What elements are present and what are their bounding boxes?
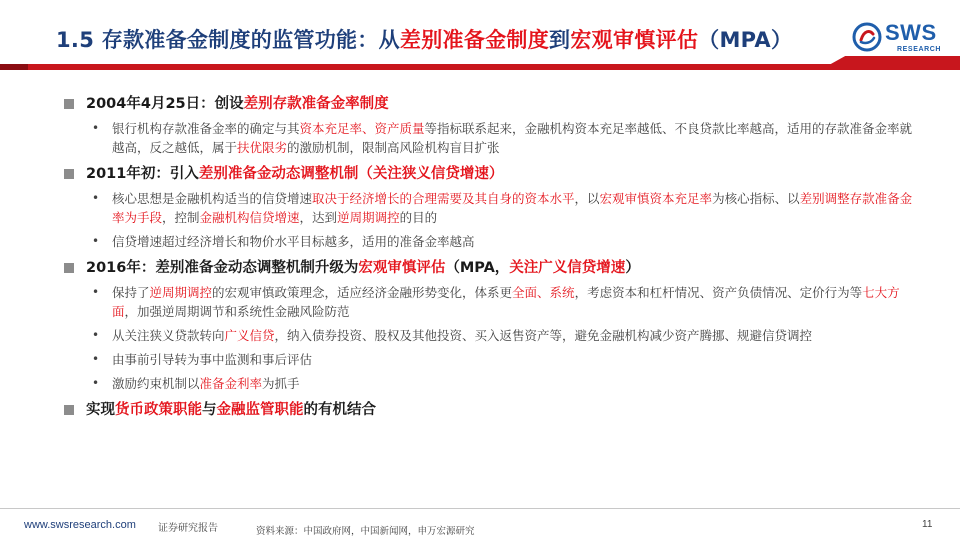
text-run: ，控制 [162,210,200,225]
section-heading-text [86,164,503,184]
text-run: 实现 [86,402,115,418]
highlight-text: 取决于经济增长的合理需要及其自身的资本水平 [312,191,575,206]
text-run: 2016年：差别准备金动态调整机制升级为 [86,260,359,276]
text-run: 与 [202,402,217,418]
highlight-text: 差别调整存款准备金率为手段 [112,191,913,225]
highlight-text: 金融监管职能 [216,402,304,418]
header-red-band-tip [0,64,28,70]
bullet-item [62,350,922,369]
dot-bullet-icon: • [92,234,100,248]
logo-brand-text: SWS [885,20,937,45]
square-bullet-icon [64,263,74,273]
footer-divider [0,508,960,509]
dot-bullet-icon: • [92,376,100,390]
text-run: ，以 [574,191,600,206]
dot-bullet-icon: • [92,285,100,299]
highlight-text: 全面、系统 [512,285,575,300]
text-run: ，达到 [299,210,338,225]
text-run: ，纳入债券投资、股权及其他投资、买入返售资产等，避免金融机构减少资产腾挪、规避信贷调控 [274,328,813,343]
square-bullet-icon [64,405,74,415]
text-run: ） [625,260,640,276]
bullet-item [62,189,922,227]
highlight-text: 货币政策职能 [115,402,202,418]
section-heading [62,164,922,184]
bullet-item-text [112,119,922,157]
text-run: 的有机结合 [303,402,376,418]
section-heading [62,400,922,420]
title-bar [0,0,960,72]
text-run: 等指标联系起来，金融机构资本充足率越低、不良贷款比率越高，适用的存款准备金率就越高，反之越低，属于 [112,121,913,155]
text-run: （MPA， [445,260,510,276]
bullet-item [62,232,922,251]
dot-bullet-icon: • [92,328,100,342]
square-bullet-icon [64,169,74,179]
text-run: 激励约束机制以 [112,376,200,391]
highlight-text: 差别存款准备金率制度 [243,96,389,112]
highlight-text: 逆周期调控 [149,285,213,300]
text-run: 从关注狭义贷款转向 [112,328,225,343]
highlight-text: 准备金利率 [199,376,263,391]
section-heading-text [86,400,376,420]
section-heading-text [86,94,389,114]
dot-bullet-icon: • [92,121,100,135]
bullet-item-text [112,374,922,393]
title-highlight: 宏观审慎评估 [570,28,699,52]
text-run: ，考虑资本和杠杆情况、资产负债情况、定价行为等 [574,285,863,300]
title-text-run: 到 [549,28,571,52]
bullet-item [62,374,922,393]
text-run: 为核心指标、以 [712,191,800,206]
dot-bullet-icon: • [92,352,100,366]
highlight-text: 广义信贷 [224,328,275,343]
title-text-run: （MPA） [698,28,793,52]
highlight-text: 扶优限劣 [237,140,288,155]
title-highlight: 差别准备金制度 [399,28,550,52]
section-heading [62,94,922,114]
title-text-run: 1.5 存款准备金制度的监管功能：从 [56,28,400,52]
highlight-text: 资本充足率、资产质量 [299,121,425,136]
page-number: 11 [922,519,933,530]
text-run: 银行机构存款准备金率的确定与其 [112,121,300,136]
text-run: 2004年4月25日：创设 [86,96,244,112]
slide-body [62,94,922,420]
footer-report-label: 证券研究报告 [158,523,218,534]
bullet-item-text [112,326,922,345]
text-run: ，加强逆周期调节和系统性金融风险防范 [124,304,350,319]
text-run: 为抓手 [262,376,300,391]
highlight-text: 关注广义信贷增速 [509,260,626,276]
highlight-text: 宏观审慎资本充足率 [599,191,713,206]
bullet-item [62,119,922,157]
highlight-text: 金融机构信贷增速 [199,210,300,225]
bullet-item-text [112,232,922,251]
highlight-text: 七大方面 [112,285,900,319]
sws-logo [852,20,952,56]
footer-website-link[interactable]: www.swsresearch.com [24,519,136,531]
header-red-band [0,64,960,70]
bullet-item [62,326,922,345]
sws-logo-mark-icon [852,22,882,52]
text-run: 2011年初：引入 [86,166,199,182]
footer-source-note: 资料来源：中国政府网，中国新闻网，申万宏源研究 [256,526,475,537]
bullet-item [62,283,922,321]
highlight-text: 差别准备金动态调整机制（关注狭义信贷增速） [198,166,504,182]
text-run: 核心思想是金融机构适当的信贷增速 [112,191,313,206]
square-bullet-icon [64,99,74,109]
bullet-item-text [112,189,922,227]
bullet-item-text [112,350,922,369]
highlight-text: 宏观审慎评估 [358,260,446,276]
text-run: 保持了 [112,285,150,300]
text-run: 由事前引导转为事中监测和事后评估 [112,352,313,367]
logo-sub-text: RESEARCH [897,46,942,53]
dot-bullet-icon: • [92,191,100,205]
bullet-item-text [112,283,922,321]
slide-title [56,24,792,54]
section-heading [62,258,922,278]
text-run: 信贷增速超过经济增长和物价水平目标越多，适用的准备金率越高 [112,234,475,249]
text-run: 的目的 [399,210,438,225]
text-run: 的宏观审慎政策理念，适应经济金融形势变化，体系更 [212,285,513,300]
text-run: 的激励机制，限制高风险机构盲目扩张 [287,140,500,155]
highlight-text: 逆周期调控 [337,210,400,225]
section-heading-text [86,258,640,278]
